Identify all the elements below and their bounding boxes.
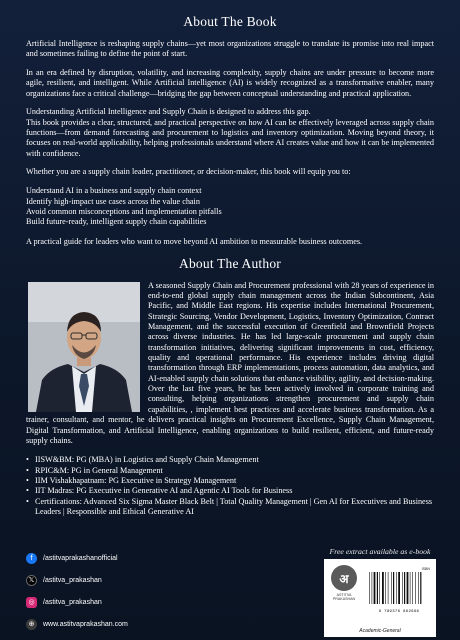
barcode-bar <box>404 572 405 604</box>
barcode-bar <box>410 572 411 604</box>
barcode-digits: 9 789376 862696 <box>378 610 420 614</box>
credential-text: IIT Madras: PG Executive in Generative AI and Agentic AI Tools for Business <box>35 486 293 496</box>
ebook-label: Free extract available as e-book <box>329 547 431 556</box>
x-icon: 𝕏 <box>26 575 37 586</box>
about-author-heading: About The Author <box>179 255 281 271</box>
credential-item <box>26 476 434 486</box>
book-paragraph: In an era defined by disruption, volatility, and increasing complexity, supply chains are under pressure to become more agile, resilient, and intelligent. While Artificial Intelligence (AI) is widely recognized as a transformative enabler, many organizations face a critical challenge—bridging the gap between conceptual understanding and practical application. <box>26 68 434 98</box>
credential-item <box>26 486 434 496</box>
isbn-label: ISBN <box>421 567 430 571</box>
barcode-bar <box>391 572 392 604</box>
barcode-bars <box>368 572 430 604</box>
barcode-bar <box>407 572 409 604</box>
author-bio-text: A seasoned Supply Chain and Procurement professional with 28 years of experience in end-to-end global supply chain management across the Indian Subcontinent, Asia Pacific, and Middle East regions. His expertise includes International Procurement, Strategic Sourcing, Vendor Development, Logistics, Inventory Optimization, Contract Management, and the successful execution of Greenfield and Brownfield Projects across diverse industries. He has led large-scale procurement and supply chain transformation initiatives, delivering significant improvements in cost, efficiency, quality and operational performance. His experience includes driving digital transformation through ERP implementations, process automation, data analytics, and AI-enabled supply chain solutions that enhance visibility, agility, and decision-making. Over the last five years, he has been actively involved in corporate training and consulting, helping organizations strengthen procurement and supply chain capabilities, , implement best practices and accelerate business transformation. As a trainer, consultant, and mentor, he delivers practical insights on Procurement Excellence, Supply Chain Management, Digital Transformation, and Artificial Intelligence, enabling organizations to build resilient, efficient, and future-ready supply chains. <box>26 280 434 445</box>
list-item: Build future-ready, intelligent supply chain capabilities <box>26 217 207 227</box>
credential-text: Certifications: Advanced Six Sigma Master Black Belt | Total Quality Management | Gen AI for Executives and Business Leaders | Responsible and Ethical Generative AI <box>35 496 433 517</box>
barcode-bar <box>369 572 370 604</box>
credential-item <box>26 497 434 518</box>
isbn-panel <box>324 559 436 637</box>
bullet-icon: • <box>26 455 29 465</box>
barcode <box>368 567 430 614</box>
credentials-list <box>26 455 434 517</box>
social-facebook[interactable] <box>26 547 128 569</box>
social-x[interactable] <box>26 569 128 591</box>
barcode-bar <box>418 572 419 604</box>
barcode-bar <box>385 572 386 604</box>
barcode-bar <box>415 572 416 604</box>
barcode-bar <box>396 572 397 604</box>
book-paragraph: Understanding Artificial Intelligence and Supply Chain is designed to address this gap. This book provides a clear, structured, and practical perspective on how AI can be effectively leveraged across supply chain functions—from demand forecasting and procurement to logistics and inventory optimization. Moving beyond theory, it focuses on real-world applicability, helping professionals understand where AI creates value and how it can be implemented with confidence. <box>26 107 434 158</box>
barcode-bar <box>379 572 380 604</box>
about-author-section <box>26 256 434 518</box>
website-url: www.astitvaprakashan.com <box>43 620 128 628</box>
publisher-name: ASTITVA PRAKASHAN <box>332 593 356 601</box>
book-category: Academic-General <box>359 628 401 634</box>
barcode-bar <box>412 572 413 604</box>
instagram-handle: /astitva_prakashan <box>43 598 102 606</box>
bullet-icon: • <box>26 476 29 485</box>
barcode-bar <box>372 572 373 604</box>
author-bio-block <box>26 281 434 447</box>
list-item: Avoid common misconceptions and implementation pitfalls <box>26 207 222 217</box>
equip-list <box>26 186 434 228</box>
bullet-icon: • <box>26 486 29 496</box>
author-portrait-image <box>28 282 140 412</box>
x-handle: /astitva_prakashan <box>43 576 102 584</box>
barcode-bar <box>374 572 376 604</box>
barcode-bar <box>377 572 378 604</box>
barcode-bar <box>393 572 394 604</box>
bullet-icon: • <box>26 496 29 506</box>
facebook-handle: /astitvaprakashanofficial <box>43 554 118 562</box>
barcode-bar <box>398 572 400 604</box>
author-photo <box>28 282 140 412</box>
list-item: Understand AI in a business and supply chain context <box>26 186 202 196</box>
social-website[interactable] <box>26 613 128 635</box>
list-item: Identify high-impact use cases across the value chain <box>26 196 200 206</box>
instagram-icon: ◎ <box>26 597 37 608</box>
bullet-icon: • <box>26 465 29 475</box>
barcode-bar <box>402 572 403 604</box>
book-paragraph: Whether you are a supply chain leader, practitioner, or decision-maker, this book will equip you to: <box>26 167 351 177</box>
barcode-bar <box>388 572 389 604</box>
book-closing: A practical guide for leaders who want to move beyond AI ambition to measurable business outcomes. <box>26 236 363 246</box>
credential-text: IIM Vishakhapatnam: PG Executive in Strategy Management <box>35 476 237 485</box>
credential-text: IISW&BM: PG (MBA) in Logistics and Supply Chain Management <box>35 455 259 465</box>
about-book-section <box>26 14 434 247</box>
credential-item <box>26 466 434 476</box>
ebook-panel <box>324 547 436 637</box>
facebook-icon: f <box>26 553 37 564</box>
about-book-heading: About The Book <box>183 14 277 29</box>
social-instagram[interactable] <box>26 591 128 613</box>
credential-item <box>26 455 434 465</box>
credential-text: RPIC&M: PG in General Management <box>35 465 163 475</box>
barcode-bar <box>420 572 421 604</box>
book-paragraph: Artificial Intelligence is reshaping supply chains—yet most organizations struggle to translate its promise into real impact and sometimes failing to define the point of start. <box>26 39 434 59</box>
publisher-logo: अ <box>331 565 357 591</box>
barcode-bar <box>382 572 384 604</box>
social-links <box>26 547 128 635</box>
globe-icon: ⊕ <box>26 619 37 630</box>
cover-footer <box>26 547 436 637</box>
